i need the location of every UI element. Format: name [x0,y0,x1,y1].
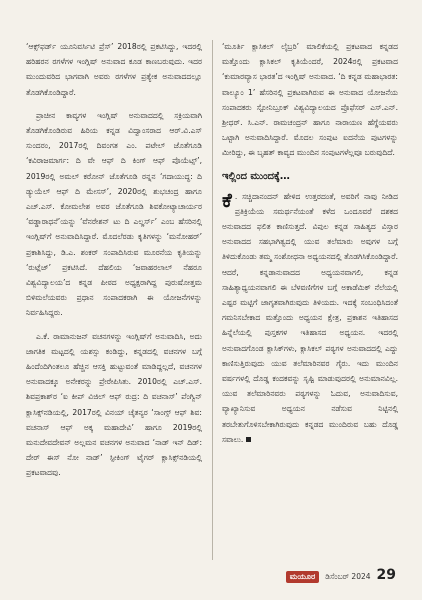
end-mark-icon [246,437,251,442]
paragraph: ಪ್ರಾಚೀನ ಕಾವ್ಯಗಳ ಇಂಗ್ಲಿಷ್ ಅನುವಾದದಲ್ಲಿ ಸಕ್ರಿಯವಾಗಿ ತೊಡಗಿಕೊಂಡಿರುವ ಹಿರಿಯ ಕನ್ನಡ ವಿದ್ವಾಂಸರಾದ ಆರ್.ವಿ.ಎಸ್ ಸುಂದರಂ, 2017ರಲ್ಲಿ ದಿವಂಗತ ಎಂ. ಪಟೇಲ್ ಜೊತೆಗೂಡಿ ‘ಕವಿರಾಜಮಾರ್ಗ: ದಿ ವೇ ಆಫ್ ದಿ ಕಿಂಗ್ ಆಫ್ ಪೊಯೆಟ್ಸ್’, 2019ರಲ್ಲಿ ಅಮಲ್ ಕರೋನ್ ಜೊತೆಗೂಡಿ ರನ್ನನ ‘ಗದಾಯುದ್ಧ: ದಿ ಡ್ಯುಯೆಲ್ ಆಫ್ ದಿ ಮೇಸಸ್’, 2020ರಲ್ಲಿ ಶುಭಚಂದ್ರ ಹಾಗೂ ಎಚ್.ಎಸ್. ಕೋಮಲೇಶ ಅವರ ಜೊತೆಗೂಡಿ ಶಿವಕೋಟ್ಯಾಚಾರ್ಯರ ‘ವಡ್ಡಾರಾಧನೆ’ಯನ್ನು ‘ವೆನರೇಶನ್ ಟು ದಿ ಎಲ್ಡರ್ಸ್’ ಎಂಬ ಹೆಸರಿನಲ್ಲಿ ಇಂಗ್ಲಿಷ್‌ಗೆ ಅನುವಾದಿಸಿದ್ದಾರೆ. ಮೊದಲೆರಡು ಕೃತಿಗಳನ್ನು ‘ಮನೋಹರ್’ ಪ್ರಕಾಶಿಸಿದ್ದು, ಡಿ.ಎ. ಶಂಕರ್ ಸಂಪಾದಿಸಿರುವ ಮೂರನೆಯ ಕೃತಿಯನ್ನು ‘ರುಟ್ಲೆಜ್’ ಪ್ರಕಟಿಸಿದೆ. ದೆಹಲಿಯ ‘ಜವಾಹರಲಾಲ್ ನೆಹರೂ ವಿಶ್ವವಿದ್ಯಾಲಯ’ದ ಕನ್ನಡ ಪೀಠದ ಅಧ್ಯಕ್ಷರಾಗಿದ್ದ ಪುರುಷೋತ್ತಮ ಬಿಳಿಮಲೆಯವರು ಪ್ರಧಾನ ಸಂಪಾದಕರಾಗಿ ಈ ಯೋಜನೆಗಳನ್ನು ನಿರ್ವಹಿಸಿದ್ದರು. [26,110,202,318]
right-column [222,39,398,455]
paragraph: ಎ.ಕೆ. ರಾಮಾನುಜನ್ ವಚನಗಳನ್ನು ಇಂಗ್ಲಿಷ್‌ಗೆ ಅನುವಾದಿಸಿ, ಅದು ಜಾಗತಿಕ ಮಟ್ಟದಲ್ಲಿ ಯಶಸ್ಸು ಕಂಡಿದ್ದು, ಕನ್ನಡದಲ್ಲಿ ವಚನಗಳ ಬಗ್ಗೆ ಹಿಂದೆಂದಿಗಿಂತಲೂ ಹೆಚ್ಚಿನ ಆಸಕ್ತಿ ಹುಟ್ಟುವಂತೆ ಮಾಡಿದ್ದಲ್ಲದೆ, ವಚನಗಳ ಅನುವಾದಕ್ಕೂ ಅನೇಕರನ್ನು ಪ್ರೇರೇಪಿಸಿತು. 2010ರಲ್ಲಿ ಎಚ್.ಎಸ್. ಶಿವಪ್ರಕಾಶ್‌ರ ‘ಐ ಕೀಪ್ ವಿಜಿಲ್ ಆಫ್ ರುದ್ರ: ದಿ ವಚನಾಸ್’ ಪೆಂಗ್ವಿನ್ ಕ್ಲಾಸಿಕ್ಸ್‌ನಡಿಯಲ್ಲಿ, 2017ರಲ್ಲಿ ವಿನಯ್ ಚೈತನ್ಯರ ‘ಸಾಂಗ್ಸ್ ಆಫ್ ಶಿವ: ವಚನಾಸ್ ಆಫ್ ಅಕ್ಕ ಮಹಾದೇವಿ’ ಹಾಗೂ 2019ರಲ್ಲಿ ಮನುದೇವದೇವನ್ ಅಲ್ಲಮನ ವಚನಗಳ ಅನುವಾದ ‘ನಾಡ್ ಇನ್ ದಿಡ್: ದೇರ್ ಈಸ್ ನೋ ನಾಡ್’ ಸ್ಪೀಕಿಂಗ್ ಟೈಗರ್ ಕ್ಲಾಸಿಕ್ಸ್‌ನಡಿಯಲ್ಲಿ ಪ್ರಕಟವಾದವು. [26,331,202,478]
page-footer [286,567,396,583]
issue-date: ಡಿಸೆಂಬರ್ 2024 [325,572,371,581]
page-number: 29 [376,567,396,583]
drop-cap: ಕೆ [222,187,232,212]
column-divider [212,40,213,560]
magazine-logo: ಮಯೂರ [286,571,320,583]
section-heading: ಇಲ್ಲಿಂದ ಮುಂದಕ್ಕೆ… [222,170,290,182]
left-column [26,39,202,489]
paragraph-text: . ಸಚ್ಚಿದಾನಂದನ್ ಹೇಳಿದ ಉತ್ತರದಂತೆ, ಅವರಿಗೆ ನಾವು ನೀಡಿದ ಪ್ರತಿಕ್ರಿಯೆಯ ಸಮರ್ಥನೆಯಂತೆ ಕಳೆದ ಒಂದೂವರೆ ದಶಕದ ಅನುವಾದದ ಫಲಿತ ಕಾಣಿಸುತ್ತದೆ. ವಿಪುಲ ಕನ್ನಡ ಸಾಹಿತ್ಯದ ವಿಸ್ತಾರ ಅನುವಾದದ ಸಹಭಾಗಿತ್ವದಲ್ಲಿ ಯುವ ತಲೆಮಾರು ಅವುಗಳ ಬಗ್ಗೆ ತಿಳಿದುಕೊಂಡು ತಮ್ಮ ಸಂಶೋಧನಾ ಅಧ್ಯಯನದಲ್ಲಿ ತೊಡಗಿಸಿಕೊಂಡಿದ್ದಾರೆ. ಆದರೆ, ಕನ್ನಡಾನುವಾದದ ಅಧ್ಯಯನವಾಗಲಿ, ಕನ್ನಡ ಸಾಹಿತ್ಯಾಧ್ಯಯನವಾಗಲಿ ಈ ಬೆಳವಣಿಗೆಗಳ ಬಗ್ಗೆ ಅಕಾಡೆಮಿಕ್ ನೆಲೆಯಲ್ಲಿ ಎಷ್ಟರ ಮಟ್ಟಿಗೆ ಜಾಗೃತವಾಗಿರುವುದು ತಿಳಿಯದು. ಇದಕ್ಕೆ ಸಂಬಂಧಿಸಿದಂತೆ ಗಮನಿಸಬೇಕಾದ ಮತ್ತೊಂದು ಅಧ್ಯಯನ ಕ್ಷೇತ್ರ, ಪ್ರಕಾಶನ ಇತಿಹಾಸದ ಹಿನ್ನೆಲೆಯಲ್ಲಿ ಪುಸ್ತಕಗಳ ಇತಿಹಾಸದ ಅಧ್ಯಯನ. ಇದರಲ್ಲಿ ಅನುವಾದಗೊಂಡ ಕ್ಲಾಸಿಕ್‌ಗಳು, ಕ್ಲಾಸಿಕಲ್ ಪಠ್ಯಗಳ ಅನುವಾದದಲ್ಲಿ ಎದ್ದು ಕಾಣಿಸುತ್ತಿರುವುದು ಯುವ ತಲೆಮಾರಿನವರ ಗೈರು. ಇದು ಮುಂದಿನ ವರ್ಷಗಳಲ್ಲಿ ದೊಡ್ಡ ಕಂದಕವನ್ನು ಸೃಷ್ಟಿ ಮಾಡುವುದರಲ್ಲಿ ಅನುಮಾನವಿಲ್ಲ. ಯುವ ತಲೆಮಾರಿನವರು ಪಠ್ಯಗಳನ್ನು ಓದುವ, ಅನುವಾದಿಸುವ, ವ್ಯಾಖ್ಯಾನಿಸುವ ಅಧ್ಯಯನ ನಡೆಸುವ ನಿಟ್ಟಿನಲ್ಲಿ ತರಬೇತುಗೊಳಿಸಬೇಕಾಗಿರುವುದು ಕನ್ನಡದ ಮುಂದಿರುವ ಬಹು ದೊಡ್ಡ ಸವಾಲು. [222,191,398,444]
paragraph: ‘ಆಕ್ಸ್‌ಫರ್ಡ್ ಯೂನಿವರ್ಸಿಟಿ ಪ್ರೆಸ್’ 2018ರಲ್ಲಿ ಪ್ರಕಟಿಸಿದ್ದು, ಇದರಲ್ಲಿ ಹರಿಹರನ ರಗಳೆಗಳ ಇಂಗ್ಲಿಷ್ ಅನುವಾದ ಕೂಡ ಕಾಣಬರುವುದು. ಇದರ ಮುಂದುವರಿದ ಭಾಗವಾಗಿ ಅವರು ರಗಳೆಗಳ ಪ್ರತ್ಯೇಕ ಅನುವಾದದಲ್ಲೂ ತೊಡಗಿಕೊಂಡಿದ್ದಾರೆ. [26,42,202,97]
paragraph-with-drop-cap [222,189,398,447]
paragraph: ‘ಮೂರ್ತಿ ಕ್ಲಾಸಿಕಲ್ ಲೈಬ್ರರಿ’ ಮಾಲಿಕೆಯಲ್ಲಿ ಪ್ರಕಟವಾದ ಕನ್ನಡದ ಮತ್ತೊಂದು ಕ್ಲಾಸಿಕಲ್ ಕೃತಿಯೆಂದರೆ, 2024ರಲ್ಲಿ ಪ್ರಕಟವಾದ ‘ಕುಮಾರವ್ಯಾಸ ಭಾರತ’ದ ಇಂಗ್ಲಿಷ್ ಅನುವಾದ. ‘ದಿ ಕನ್ನಡ ಮಹಾಭಾರತ: ವಾಲ್ಯೂಂ 1’ ಹೆಸರಿನಲ್ಲಿ ಪ್ರಕಟವಾಗಿರುವ ಈ ಅನುವಾದ ಯೋಜನೆಯ ಸಂಪಾದಕರು ಸ್ಟೋನಿಬ್ರೂಕ್ ವಿಶ್ವವಿದ್ಯಾಲಯದ ಪ್ರೊಫೆಸರ್ ಎಸ್.ಎನ್. ಶ್ರೀಧರ್. ಸಿ.ಎನ್. ರಾಮಚಂದ್ರನ್ ಹಾಗೂ ನಾರಾಯಣ ಹೆಗ್ಡೆಯವರು ಒಟ್ಟಾಗಿ ಅನುವಾದಿಸಿದ್ದಾರೆ. ಮೊದಲ ಸಂಪುಟ ಐದನೆಯ ಪುಟಗಳನ್ನು ಮೀರಿದ್ದು, ಈ ಬೃಹತ್ ಕಾವ್ಯದ ಮುಂದಿನ ಸಂಪುಟಗಳೆಲ್ಲವೂ ಬರುವುದಿದೆ. [222,42,398,158]
